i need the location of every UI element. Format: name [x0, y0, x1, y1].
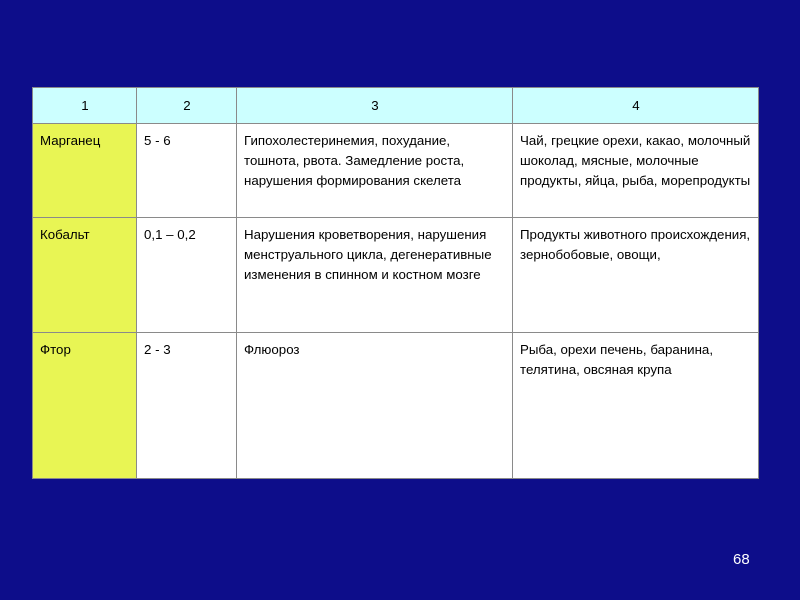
element-name-cell: Марганец: [33, 124, 137, 218]
sources-cell: Рыба, орехи печень, баранина, телятина, овсяная крупа: [513, 333, 759, 479]
page-number: 68: [733, 551, 750, 568]
column-header-1: 1: [33, 88, 137, 124]
column-header-3: 3: [237, 88, 513, 124]
deficiency-cell: Нарушения кроветворения, нарушения менструального цикла, дегенеративные изменения в спинном и костном мозге: [237, 218, 513, 333]
column-header-2: 2: [137, 88, 237, 124]
sources-cell: Продукты животного происхождения, зернобобовые, овощи,: [513, 218, 759, 333]
table-row: [33, 124, 759, 218]
table-row: [33, 218, 759, 333]
column-header-4: 4: [513, 88, 759, 124]
element-name-cell: Фтор: [33, 333, 137, 479]
data-table: [32, 87, 759, 479]
element-name-cell: Кобальт: [33, 218, 137, 333]
data-table-container: [32, 87, 758, 478]
amount-cell: 5 - 6: [137, 124, 237, 218]
table-header-row: [33, 88, 759, 124]
table-row: [33, 333, 759, 479]
sources-cell: Чай, грецкие орехи, какао, молочный шоколад, мясные, молочные продукты, яйца, рыба, морепродукты: [513, 124, 759, 218]
amount-cell: 0,1 – 0,2: [137, 218, 237, 333]
amount-cell: 2 - 3: [137, 333, 237, 479]
deficiency-cell: Флюороз: [237, 333, 513, 479]
deficiency-cell: Гипохолестеринемия, похудание, тошнота, рвота. Замедление роста, нарушения формирования скелета: [237, 124, 513, 218]
